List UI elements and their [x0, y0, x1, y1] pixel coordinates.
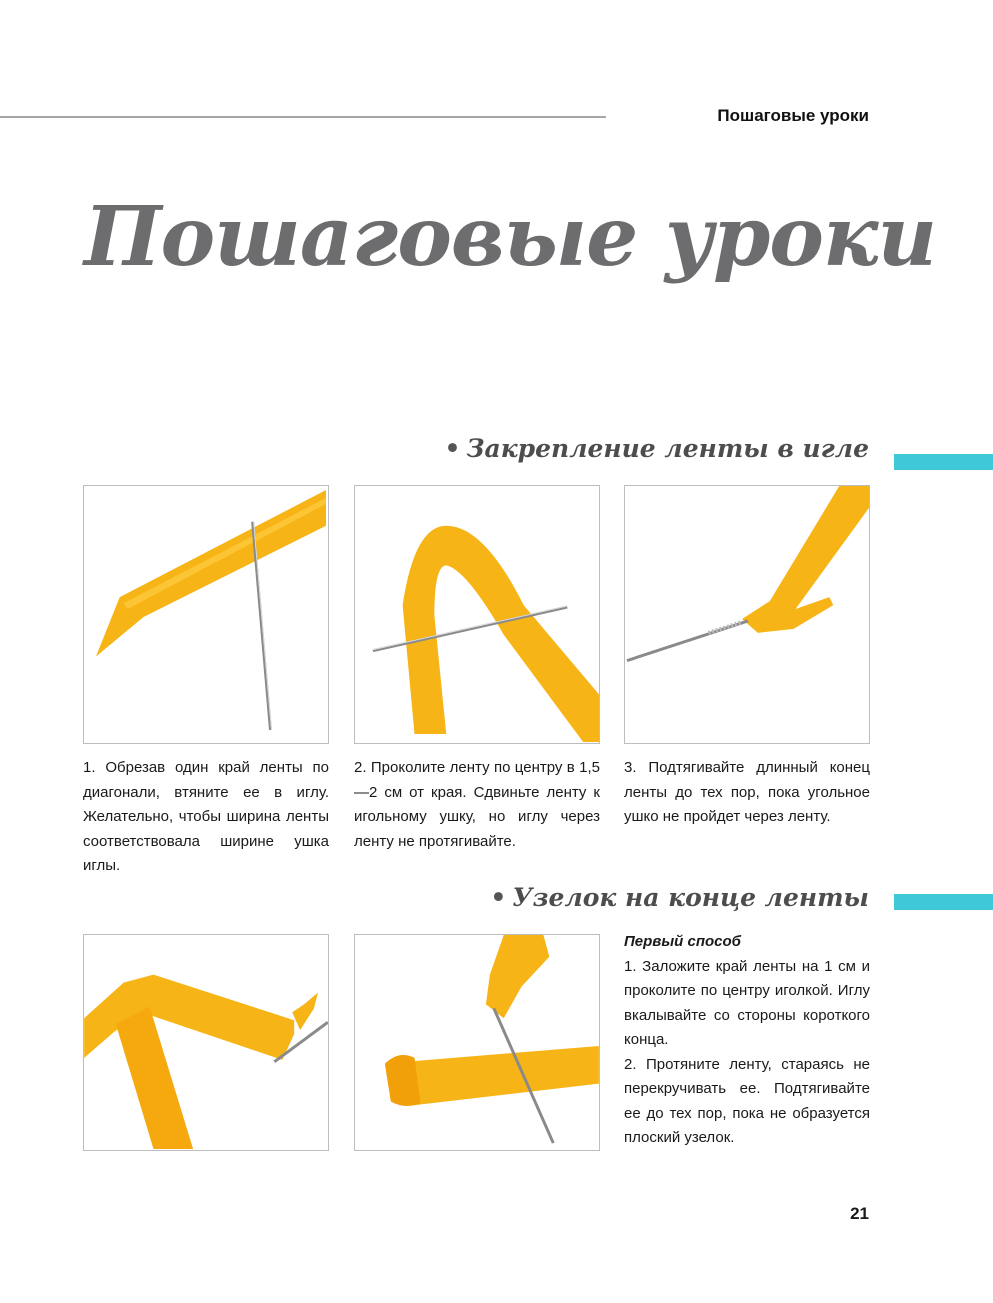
photo-ribbon-step-3 — [624, 485, 870, 744]
ribbon-illustration — [355, 486, 599, 743]
step-caption-2: 2. Проколите ленту по центру в 1,5—2 см от края. Сдвиньте ленту к игольному ушку, но иглу через ленту не протягивайте. — [354, 759, 600, 850]
ribbon-illustration — [84, 935, 328, 1150]
photo-ribbon-step-2 — [354, 485, 600, 744]
section-heading-1-text: Закрепление ленты в игле — [466, 434, 869, 463]
running-title: Пошаговые уроки — [717, 106, 869, 125]
ribbon-illustration — [625, 486, 869, 743]
ribbon-illustration — [84, 486, 328, 743]
top-rule — [0, 116, 606, 118]
ribbon-illustration — [355, 935, 599, 1150]
bullet: • — [490, 883, 507, 912]
photo-knot-step-2 — [354, 934, 600, 1151]
page-title: Пошаговые уроки — [84, 189, 937, 285]
section-accent-bar-2 — [894, 894, 993, 910]
section-heading-1 — [445, 434, 870, 463]
method-text-block — [624, 930, 870, 1151]
step-caption-1: 1. Обрезав один край ленты по диагонали, втяните ее в иглу. Желательно, чтобы ширина ленты соответствовала ширине ушка иглы. — [83, 759, 329, 874]
bullet: • — [444, 434, 461, 463]
method-step-2: 2. Протяните ленту, стараясь не перекручивать ее. Подтягивайте ее до тех пор, пока не образуется плоский узелок. — [624, 1055, 870, 1146]
photo-ribbon-step-1 — [83, 485, 329, 744]
section-heading-2 — [490, 883, 869, 912]
photo-knot-step-1 — [83, 934, 329, 1151]
method-title: Первый способ — [624, 933, 741, 950]
method-step-1: 1. Заложите край ленты на 1 см и проколите по центру иголкой. Иглу вкалывайте со стороны короткого конца. — [624, 957, 870, 1048]
page-number: 21 — [850, 1204, 869, 1223]
step-caption-3: 3. Подтягивайте длинный конец ленты до тех пор, пока угольное ушко не пройдет через ленту. — [624, 759, 870, 825]
section-heading-2-text: Узелок на конце ленты — [512, 883, 869, 912]
section-accent-bar-1 — [894, 454, 993, 470]
